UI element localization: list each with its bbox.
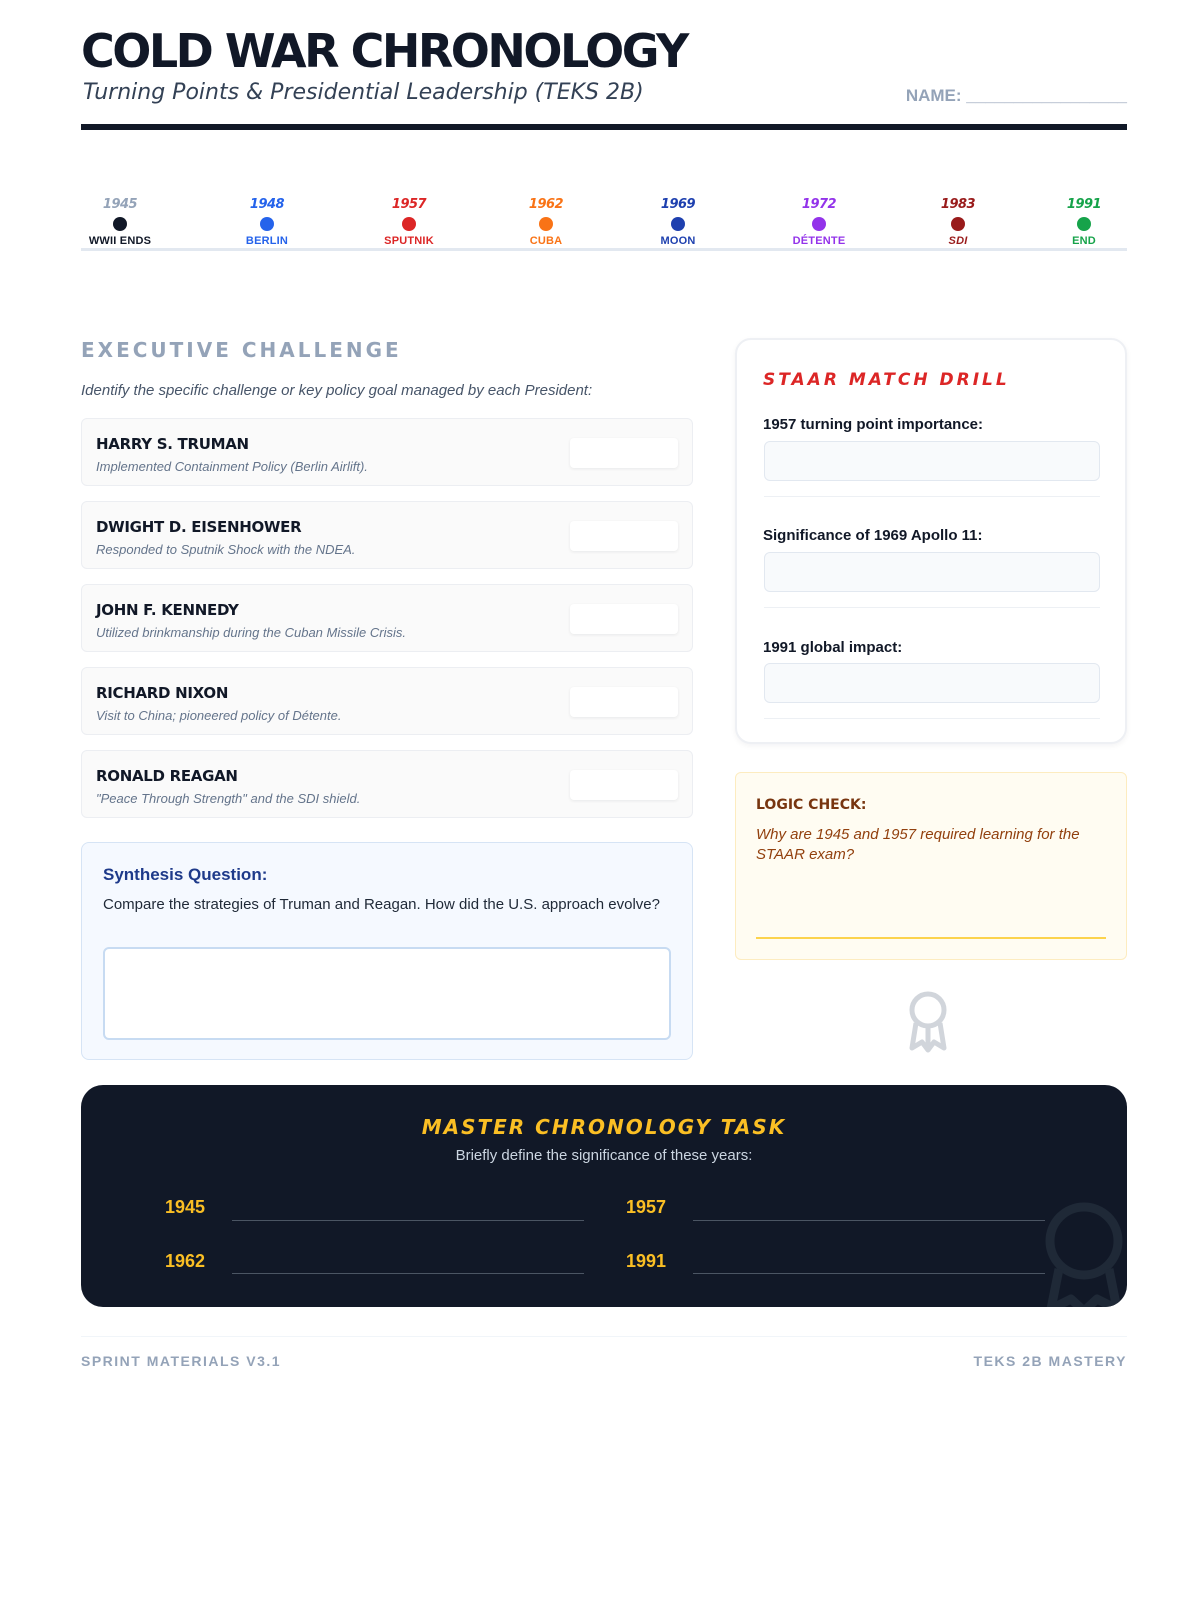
page-subtitle: Turning Points & Presidential Leadership (TEKS 2B) xyxy=(83,80,644,105)
synthesis-question: Compare the strategies of Truman and Reagan. How did the U.S. approach evolve? xyxy=(103,896,660,913)
worksheet-page xyxy=(81,0,1127,1600)
master-chronology-panel xyxy=(81,1085,1127,1307)
drill-question: 1957 turning point importance: xyxy=(763,416,984,433)
president-card-kennedy xyxy=(81,584,693,652)
answer-box[interactable] xyxy=(570,438,678,468)
timeline-event xyxy=(764,196,874,247)
timeline-year: 1991 xyxy=(1066,197,1102,212)
footer-right: TEKS 2B MASTERY xyxy=(973,1353,1127,1369)
name-field[interactable]: NAME: _________________ xyxy=(905,86,1127,105)
president-name: RICHARD NIXON xyxy=(96,684,229,702)
timeline-event xyxy=(1029,196,1139,247)
drill-answer-input[interactable] xyxy=(764,552,1100,592)
award-icon xyxy=(1039,1201,1127,1307)
synthesis-title: Synthesis Question: xyxy=(103,865,268,884)
master-subtitle: Briefly define the significance of these years: xyxy=(455,1147,753,1164)
logic-answer-line[interactable] xyxy=(756,937,1106,939)
timeline-dot xyxy=(402,217,416,231)
timeline-event xyxy=(903,196,1013,247)
timeline-event xyxy=(65,196,175,247)
master-year: 1962 xyxy=(165,1251,206,1271)
synthesis-answer-box[interactable] xyxy=(103,947,671,1040)
president-card-eisenhower xyxy=(81,501,693,569)
timeline-dot xyxy=(1077,217,1091,231)
drill-divider xyxy=(764,607,1100,608)
timeline-label: MOON xyxy=(660,235,696,247)
drill-question: 1991 global impact: xyxy=(763,639,903,656)
president-note: Utilized brinkmanship during the Cuban Missile Crisis. xyxy=(96,625,406,640)
timeline-dot xyxy=(812,217,826,231)
president-card-truman xyxy=(81,418,693,486)
timeline-label: SDI xyxy=(948,235,968,247)
footer-divider xyxy=(81,1336,1127,1337)
timeline-year: 1983 xyxy=(940,197,976,212)
timeline-dot xyxy=(539,217,553,231)
timeline-dot xyxy=(260,217,274,231)
drill-answer-input[interactable] xyxy=(764,663,1100,703)
timeline-event xyxy=(623,196,733,247)
president-name: DWIGHT D. EISENHOWER xyxy=(96,518,302,536)
footer-left: SPRINT MATERIALS V3.1 xyxy=(81,1353,282,1369)
timeline-label: BERLIN xyxy=(245,235,289,247)
master-year: 1991 xyxy=(626,1251,667,1271)
master-answer-line[interactable] xyxy=(693,1220,1045,1221)
master-title: MASTER CHRONOLOGY TASK xyxy=(421,1115,787,1139)
timeline-year: 1957 xyxy=(391,197,427,212)
award-icon xyxy=(906,990,950,1059)
timeline-label: CUBA xyxy=(529,235,563,247)
president-name: RONALD REAGAN xyxy=(96,767,238,785)
master-year: 1945 xyxy=(165,1197,206,1217)
drill-divider xyxy=(764,496,1100,497)
timeline-event xyxy=(491,196,601,247)
timeline-event xyxy=(212,196,322,247)
timeline-year: 1972 xyxy=(801,197,837,212)
master-answer-line[interactable] xyxy=(232,1220,584,1221)
president-note: Implemented Containment Policy (Berlin Airlift). xyxy=(96,459,368,474)
timeline-event xyxy=(354,196,464,247)
president-name: HARRY S. TRUMAN xyxy=(96,435,249,453)
logic-check-title: LOGIC CHECK: xyxy=(756,797,867,813)
executive-challenge-heading: EXECUTIVE CHALLENGE xyxy=(81,338,402,362)
timeline-dot xyxy=(671,217,685,231)
timeline xyxy=(81,196,1127,256)
logic-check-panel xyxy=(735,772,1127,960)
synthesis-panel xyxy=(81,842,693,1060)
timeline-axis xyxy=(81,248,1127,251)
timeline-label: DÉTENTE xyxy=(792,235,846,247)
president-note: Responded to Sputnik Shock with the NDEA. xyxy=(96,542,356,557)
timeline-label: END xyxy=(1072,235,1096,247)
answer-box[interactable] xyxy=(570,604,678,634)
president-name: JOHN F. KENNEDY xyxy=(96,601,239,619)
president-note: "Peace Through Strength" and the SDI shield. xyxy=(96,791,361,806)
president-note: Visit to China; pioneered policy of Détente. xyxy=(96,708,342,723)
drill-divider xyxy=(764,718,1100,719)
page-title: COLD WAR CHRONOLOGY xyxy=(81,24,687,78)
timeline-year: 1969 xyxy=(660,197,696,212)
timeline-dot xyxy=(113,217,127,231)
answer-box[interactable] xyxy=(570,521,678,551)
master-answer-line[interactable] xyxy=(693,1273,1045,1274)
header-divider xyxy=(81,124,1127,130)
timeline-dot xyxy=(951,217,965,231)
staar-match-drill xyxy=(735,338,1127,744)
drill-title: STAAR MATCH DRILL xyxy=(763,370,1010,390)
timeline-label: WWII ENDS xyxy=(88,235,152,247)
executive-challenge-instructions: Identify the specific challenge or key policy goal managed by each President: xyxy=(81,382,593,399)
answer-box[interactable] xyxy=(570,770,678,800)
master-answer-line[interactable] xyxy=(232,1273,584,1274)
logic-check-question: Why are 1945 and 1957 required learning for the STAAR exam? xyxy=(756,826,1080,863)
timeline-year: 1945 xyxy=(102,197,138,212)
timeline-year: 1948 xyxy=(249,197,285,212)
president-card-nixon xyxy=(81,667,693,735)
timeline-year: 1962 xyxy=(528,197,564,212)
master-year: 1957 xyxy=(626,1197,667,1217)
drill-question: Significance of 1969 Apollo 11: xyxy=(763,527,983,544)
drill-answer-input[interactable] xyxy=(764,441,1100,481)
timeline-label: SPUTNIK xyxy=(384,235,434,247)
president-card-reagan xyxy=(81,750,693,818)
answer-box[interactable] xyxy=(570,687,678,717)
